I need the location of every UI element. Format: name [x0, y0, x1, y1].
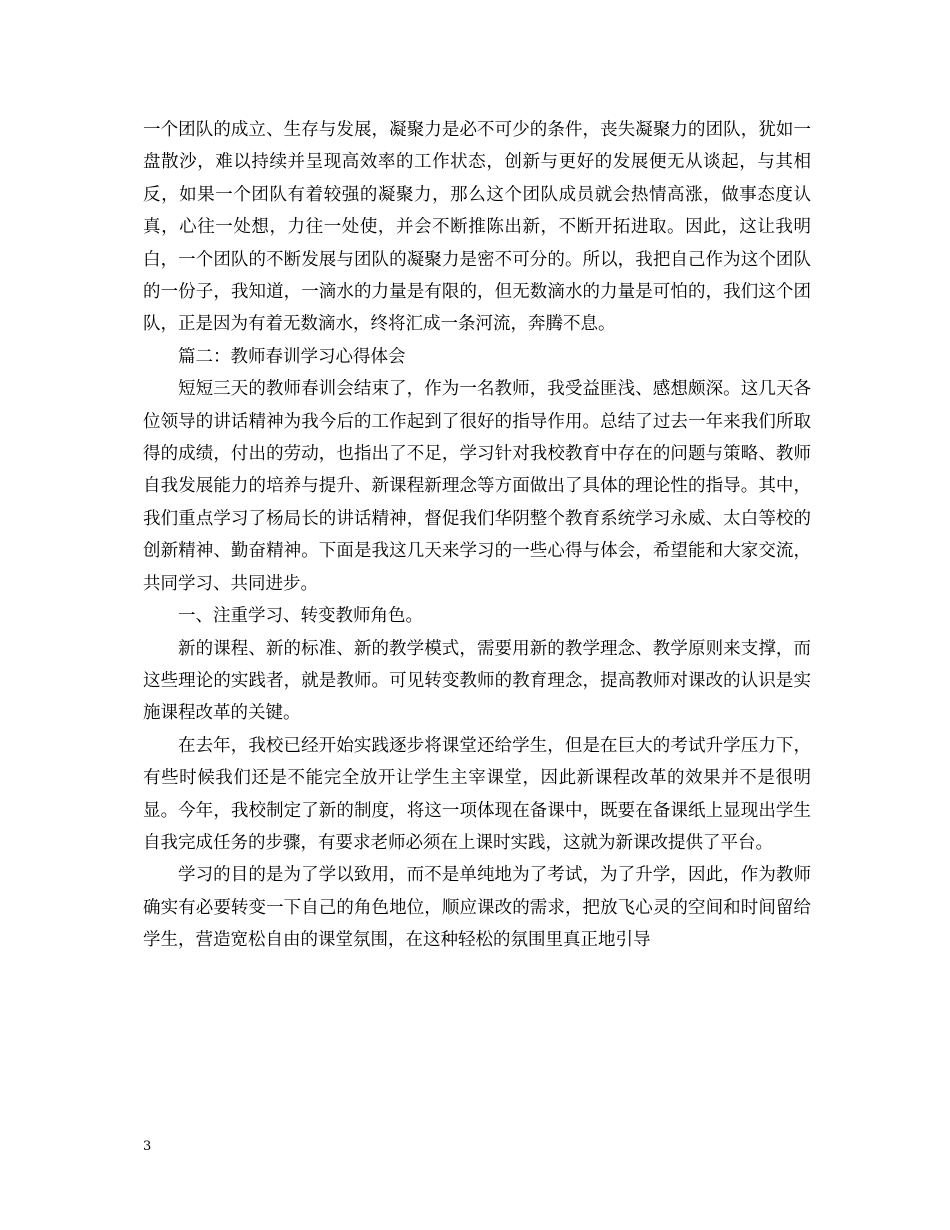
paragraph-purpose-of-learning: 学习的目的是为了学以致用，而不是单纯地为了考试，为了升学，因此，作为教师确实有必要转变一下自己的角色地位，顺应课改的需求，把放飞心灵的空间和时间留给学生，营造宽松自由的课堂氛围，在这种轻松的氛围里真正地引导: [143, 865, 811, 951]
page-number: 3: [143, 1139, 152, 1154]
paragraph-new-curriculum: 新的课程、新的标准、新的教学模式，需要用新的教学理念、教学原则来支撑，而这些理论的实践者，就是教师。可见转变教师的教育理念，提高教师对课改的认识是实施课程改革的关键。: [143, 638, 811, 724]
section-heading-part-two: 篇二：教师春训学习心得体会: [178, 346, 406, 367]
subheading-teacher-role: 一、注重学习、转变教师角色。: [178, 606, 423, 627]
paragraph-team-cohesion: 一个团队的成立、生存与发展，凝聚力是必不可少的条件，丧失凝聚力的团队，犹如一盘散沙，难以持续并呈现高效率的工作状态，创新与更好的发展便无从谈起，与其相反，如果一个团队有着较强的凝聚力，那么这个团队成员就会热情高涨，做事态度认真，心往一处想，力往一处使，并会不断推陈出新，不断开拓进取。因此，这让我明白，一个团队的不断发展与团队的凝聚力是密不可分的。所以，我把自己作为这个团队的一份子，我知道，一滴水的力量是有限的，但无数滴水的力量是可怕的，我们这个团队，正是因为有着无数滴水，终将汇成一条河流，奔腾不息。: [143, 120, 811, 335]
paragraph-last-year-practice: 在去年，我校已经开始实践逐步将课堂还给学生，但是在巨大的考试升学压力下，有些时候我们还是不能完全放开让学生主宰课堂，因此新课程改革的效果并不是很明显。今年，我校制定了新的制度，将这一项体现在备课中，既要在备课纸上显现出学生自我完成任务的步骤，有要求老师必须在上课时实践，这就为新课改提供了平台。: [143, 735, 811, 853]
paragraph-spring-training: 短短三天的教师春训会结束了，作为一名教师，我受益匪浅、感想颇深。这几天各位领导的讲话精神为我今后的工作起到了很好的指导作用。总结了过去一年来我们所取得的成绩，付出的劳动，也指出了不足，学习针对我校教育中存在的问题与策略、教师自我发展能力的培养与提升、新课程新理念等方面做出了具体的理论性的指导。其中，我们重点学习了杨局长的讲话精神，督促我们华阴整个教育系统学习永威、太白等校的创新精神、勤奋精神。下面是我这几天来学习的一些心得与体会，希望能和大家交流，共同学习、共同进步。: [143, 379, 811, 594]
document-body: [143, 114, 811, 957]
